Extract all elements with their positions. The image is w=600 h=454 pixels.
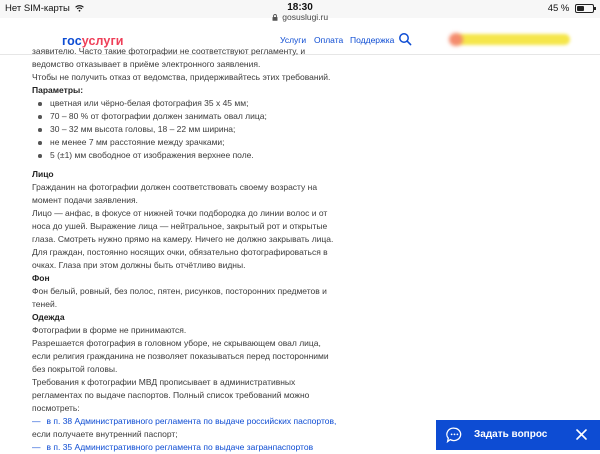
paragraph-line: глаза. Смотреть нужно прямо на камеру. Ничего не должно закрывать лица. [32, 234, 334, 244]
section-heading-clothes: Одежда [32, 312, 65, 322]
regulation-link-item [32, 415, 362, 428]
ask-question-label: Задать вопрос [474, 429, 548, 440]
search-icon[interactable] [398, 32, 412, 46]
paragraph-line: Фотографии в форме не принимаются. [32, 325, 187, 335]
paragraph-line: если религия гражданина не позволяет показываться перед посторонними [32, 351, 329, 361]
paragraph-line: теней. [32, 299, 58, 309]
url-text: gosuslugi.ru [282, 12, 329, 22]
list-item: не менее 7 мм расстояние между зрачками; [32, 136, 362, 149]
section-heading-background: Фон [32, 273, 50, 283]
intro-text-cut: заявителю. Часто такие фотографии не соответствуют регламенту, и [32, 46, 306, 56]
lock-icon [272, 14, 278, 21]
paragraph-line: если получаете внутренний паспорт; [32, 429, 178, 439]
carrier-label: Нет SIM-карты [5, 3, 70, 14]
chat-bubble-icon [446, 427, 463, 443]
logo-part-uslugi: услуги [81, 34, 124, 48]
clock: 18:30 [287, 2, 313, 13]
paragraph-line: Лицо — анфас, в фокусе от нижней точки подбородка до линии волос и от [32, 208, 328, 218]
list-item: цветная или чёрно-белая фотография 35 х 45 мм; [32, 97, 362, 110]
paragraph-line: без покрытой головы. [32, 364, 118, 374]
link-internal-passport-regulation[interactable]: в п. 38 Административного регламента по выдаче российских паспортов, [46, 416, 337, 426]
paragraph-line: регламентах по выдаче паспортов. Полный список требований можно [32, 390, 310, 400]
user-profile-redacted[interactable] [452, 34, 570, 45]
intro-text: Чтобы не получить отказ от ведомства, придерживайтесь этих требований. [32, 72, 331, 82]
list-item: 5 (±1) мм свободное от изображения верхнее поле. [32, 149, 362, 162]
link-foreign-passport-regulation[interactable]: в п. 35 Административного регламента по выдаче загранпаспортов [46, 442, 314, 452]
section-heading-face: Лицо [32, 169, 54, 179]
paragraph-line: посмотреть: [32, 403, 80, 413]
params-list [32, 97, 362, 162]
dash-marker: — [32, 442, 41, 452]
nav-services[interactable]: Услуги [280, 35, 307, 45]
paragraph-line: носа до ушей. Выражение лица — нейтральное, закрытый рот и открытые [32, 221, 328, 231]
address-bar[interactable] [0, 12, 600, 24]
paragraph-line: Разрешается фотография в головном уборе, не скрывающем овал лица, [32, 338, 321, 348]
list-item: 70 – 80 % от фотографии должен занимать овал лица; [32, 110, 362, 123]
logo-part-gos: гос [62, 34, 82, 48]
paragraph-line: момент подачи заявления. [32, 195, 138, 205]
dash-marker: — [32, 416, 41, 426]
nav-payment[interactable]: Оплата [314, 35, 344, 45]
intro-text: ведомство отказывает в приёме электронного заявления. [32, 59, 261, 69]
nav-support[interactable]: Поддержка [350, 35, 395, 45]
list-item: 30 – 32 мм высота головы, 18 – 22 мм ширина; [32, 123, 362, 136]
section-heading-params: Параметры: [32, 85, 84, 95]
paragraph-line: Фон белый, ровный, без полос, пятен, рисунков, посторонних предметов и [32, 286, 327, 296]
paragraph-line: очках. Глаза при этом должны быть отчётливо видны. [32, 260, 246, 270]
ask-question-widget[interactable] [436, 420, 600, 450]
paragraph-line: Для граждан, постоянно носящих очки, обязательно фотографироваться в [32, 247, 328, 257]
paragraph-line: Требования к фотографии МВД прописывает в административных [32, 377, 296, 387]
paragraph-line: Гражданин на фотографии должен соответствовать своему возрасту на [32, 182, 318, 192]
article-content [32, 46, 362, 452]
regulation-link-item [32, 441, 362, 454]
close-icon[interactable] [576, 429, 587, 440]
battery-percent: 45 % [547, 3, 570, 14]
